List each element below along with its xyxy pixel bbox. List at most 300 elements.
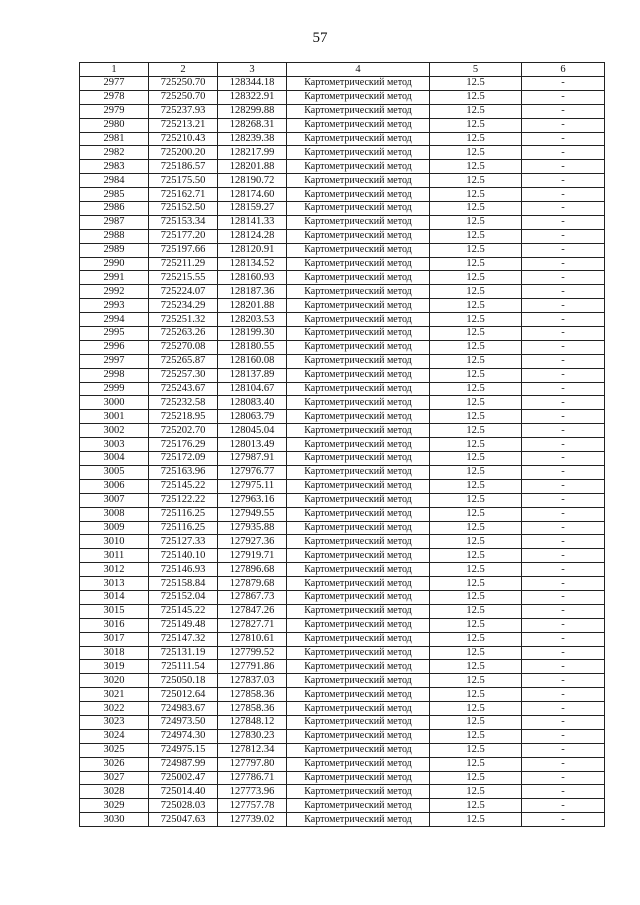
accuracy-cell: 12.5	[430, 465, 522, 479]
x-coordinate-cell: 725047.63	[149, 813, 218, 827]
x-coordinate-cell: 725250.70	[149, 90, 218, 104]
x-coordinate-cell: 724987.99	[149, 757, 218, 771]
method-cell: Картометрический метод	[287, 618, 430, 632]
method-cell: Картометрический метод	[287, 257, 430, 271]
point-number-cell: 2995	[80, 327, 149, 341]
y-coordinate-cell: 127799.52	[218, 646, 287, 660]
note-cell: -	[522, 771, 605, 785]
point-number-cell: 3002	[80, 424, 149, 438]
accuracy-cell: 12.5	[430, 271, 522, 285]
accuracy-cell: 12.5	[430, 604, 522, 618]
method-cell: Картометрический метод	[287, 702, 430, 716]
x-coordinate-cell: 725232.58	[149, 396, 218, 410]
x-coordinate-cell: 725147.32	[149, 632, 218, 646]
x-coordinate-cell: 725145.22	[149, 479, 218, 493]
method-cell: Картометрический метод	[287, 757, 430, 771]
table-row	[80, 118, 605, 132]
method-cell: Картометрический метод	[287, 382, 430, 396]
point-number-cell: 3027	[80, 771, 149, 785]
accuracy-cell: 12.5	[430, 299, 522, 313]
x-coordinate-cell: 725176.29	[149, 438, 218, 452]
accuracy-cell: 12.5	[430, 243, 522, 257]
accuracy-cell: 12.5	[430, 729, 522, 743]
y-coordinate-cell: 128239.38	[218, 132, 287, 146]
table-row	[80, 660, 605, 674]
accuracy-cell: 12.5	[430, 104, 522, 118]
y-coordinate-cell: 128013.49	[218, 438, 287, 452]
accuracy-cell: 12.5	[430, 188, 522, 202]
table-row	[80, 702, 605, 716]
point-number-cell: 2985	[80, 188, 149, 202]
accuracy-cell: 12.5	[430, 77, 522, 91]
accuracy-cell: 12.5	[430, 743, 522, 757]
point-number-cell: 3015	[80, 604, 149, 618]
table-row	[80, 479, 605, 493]
method-cell: Картометрический метод	[287, 563, 430, 577]
y-coordinate-cell: 127927.36	[218, 535, 287, 549]
y-coordinate-cell: 127963.16	[218, 493, 287, 507]
x-coordinate-cell: 725177.20	[149, 229, 218, 243]
y-coordinate-cell: 127949.55	[218, 507, 287, 521]
method-cell: Картометрический метод	[287, 202, 430, 216]
note-cell: -	[522, 313, 605, 327]
x-coordinate-cell: 725197.66	[149, 243, 218, 257]
note-cell: -	[522, 785, 605, 799]
accuracy-cell: 12.5	[430, 535, 522, 549]
x-coordinate-cell: 725215.55	[149, 271, 218, 285]
table-row	[80, 465, 605, 479]
note-cell: -	[522, 563, 605, 577]
point-number-cell: 3022	[80, 702, 149, 716]
note-cell: -	[522, 118, 605, 132]
point-number-cell: 2984	[80, 174, 149, 188]
table-header-row	[80, 63, 605, 77]
point-number-cell: 3011	[80, 549, 149, 563]
x-coordinate-cell: 725251.32	[149, 313, 218, 327]
y-coordinate-cell: 127879.68	[218, 577, 287, 591]
y-coordinate-cell: 128174.60	[218, 188, 287, 202]
note-cell: -	[522, 799, 605, 813]
note-cell: -	[522, 479, 605, 493]
method-cell: Картометрический метод	[287, 646, 430, 660]
accuracy-cell: 12.5	[430, 507, 522, 521]
accuracy-cell: 12.5	[430, 660, 522, 674]
x-coordinate-cell: 725270.08	[149, 340, 218, 354]
x-coordinate-cell: 725158.84	[149, 577, 218, 591]
method-cell: Картометрический метод	[287, 146, 430, 160]
x-coordinate-cell: 725162.71	[149, 188, 218, 202]
y-coordinate-cell: 127827.71	[218, 618, 287, 632]
x-coordinate-cell: 725265.87	[149, 354, 218, 368]
accuracy-cell: 12.5	[430, 257, 522, 271]
accuracy-cell: 12.5	[430, 174, 522, 188]
x-coordinate-cell: 725186.57	[149, 160, 218, 174]
table-row	[80, 132, 605, 146]
accuracy-cell: 12.5	[430, 702, 522, 716]
method-cell: Картометрический метод	[287, 507, 430, 521]
accuracy-cell: 12.5	[430, 313, 522, 327]
y-coordinate-cell: 127975.11	[218, 479, 287, 493]
accuracy-cell: 12.5	[430, 382, 522, 396]
table-row	[80, 382, 605, 396]
method-cell: Картометрический метод	[287, 590, 430, 604]
accuracy-cell: 12.5	[430, 396, 522, 410]
note-cell: -	[522, 368, 605, 382]
y-coordinate-cell: 127847.26	[218, 604, 287, 618]
accuracy-cell: 12.5	[430, 785, 522, 799]
method-cell: Картометрический метод	[287, 493, 430, 507]
table-row	[80, 521, 605, 535]
point-number-cell: 3021	[80, 688, 149, 702]
method-cell: Картометрический метод	[287, 715, 430, 729]
method-cell: Картометрический метод	[287, 743, 430, 757]
point-number-cell: 3014	[80, 590, 149, 604]
x-coordinate-cell: 725211.29	[149, 257, 218, 271]
point-number-cell: 3000	[80, 396, 149, 410]
method-cell: Картометрический метод	[287, 410, 430, 424]
column-header: 5	[430, 63, 522, 77]
y-coordinate-cell: 128160.93	[218, 271, 287, 285]
table-row	[80, 813, 605, 827]
x-coordinate-cell: 725145.22	[149, 604, 218, 618]
table-row	[80, 188, 605, 202]
point-number-cell: 2977	[80, 77, 149, 91]
accuracy-cell: 12.5	[430, 90, 522, 104]
y-coordinate-cell: 128063.79	[218, 410, 287, 424]
y-coordinate-cell: 128299.88	[218, 104, 287, 118]
method-cell: Картометрический метод	[287, 77, 430, 91]
table-row	[80, 771, 605, 785]
table-row	[80, 563, 605, 577]
accuracy-cell: 12.5	[430, 618, 522, 632]
x-coordinate-cell: 724973.50	[149, 715, 218, 729]
table-row	[80, 785, 605, 799]
note-cell: -	[522, 590, 605, 604]
note-cell: -	[522, 215, 605, 229]
accuracy-cell: 12.5	[430, 715, 522, 729]
point-number-cell: 3005	[80, 465, 149, 479]
accuracy-cell: 12.5	[430, 438, 522, 452]
note-cell: -	[522, 729, 605, 743]
x-coordinate-cell: 725050.18	[149, 674, 218, 688]
point-number-cell: 2980	[80, 118, 149, 132]
method-cell: Картометрический метод	[287, 90, 430, 104]
y-coordinate-cell: 127810.61	[218, 632, 287, 646]
note-cell: -	[522, 813, 605, 827]
method-cell: Картометрический метод	[287, 632, 430, 646]
y-coordinate-cell: 128160.08	[218, 354, 287, 368]
y-coordinate-cell: 128141.33	[218, 215, 287, 229]
y-coordinate-cell: 128045.04	[218, 424, 287, 438]
table-row	[80, 604, 605, 618]
note-cell: -	[522, 202, 605, 216]
x-coordinate-cell: 725163.96	[149, 465, 218, 479]
y-coordinate-cell: 127797.80	[218, 757, 287, 771]
method-cell: Картометрический метод	[287, 354, 430, 368]
x-coordinate-cell: 725250.70	[149, 77, 218, 91]
method-cell: Картометрический метод	[287, 174, 430, 188]
method-cell: Картометрический метод	[287, 243, 430, 257]
point-number-cell: 2987	[80, 215, 149, 229]
note-cell: -	[522, 452, 605, 466]
method-cell: Картометрический метод	[287, 660, 430, 674]
method-cell: Картометрический метод	[287, 299, 430, 313]
x-coordinate-cell: 725263.26	[149, 327, 218, 341]
x-coordinate-cell: 725122.22	[149, 493, 218, 507]
point-number-cell: 3006	[80, 479, 149, 493]
y-coordinate-cell: 128322.91	[218, 90, 287, 104]
y-coordinate-cell: 128180.55	[218, 340, 287, 354]
point-number-cell: 3007	[80, 493, 149, 507]
x-coordinate-cell: 725028.03	[149, 799, 218, 813]
point-number-cell: 2989	[80, 243, 149, 257]
x-coordinate-cell: 725200.20	[149, 146, 218, 160]
method-cell: Картометрический метод	[287, 438, 430, 452]
point-number-cell: 2978	[80, 90, 149, 104]
note-cell: -	[522, 465, 605, 479]
y-coordinate-cell: 128268.31	[218, 118, 287, 132]
table-row	[80, 507, 605, 521]
method-cell: Картометрический метод	[287, 132, 430, 146]
table-row	[80, 313, 605, 327]
note-cell: -	[522, 396, 605, 410]
method-cell: Картометрический метод	[287, 535, 430, 549]
accuracy-cell: 12.5	[430, 590, 522, 604]
point-number-cell: 2993	[80, 299, 149, 313]
point-number-cell: 2979	[80, 104, 149, 118]
point-number-cell: 2994	[80, 313, 149, 327]
table-row	[80, 299, 605, 313]
y-coordinate-cell: 128159.27	[218, 202, 287, 216]
column-header: 3	[218, 63, 287, 77]
y-coordinate-cell: 127987.91	[218, 452, 287, 466]
method-cell: Картометрический метод	[287, 452, 430, 466]
y-coordinate-cell: 128104.67	[218, 382, 287, 396]
accuracy-cell: 12.5	[430, 646, 522, 660]
table-row	[80, 354, 605, 368]
x-coordinate-cell: 725111.54	[149, 660, 218, 674]
accuracy-cell: 12.5	[430, 160, 522, 174]
table-row	[80, 104, 605, 118]
table-row	[80, 535, 605, 549]
accuracy-cell: 12.5	[430, 549, 522, 563]
note-cell: -	[522, 188, 605, 202]
y-coordinate-cell: 127867.73	[218, 590, 287, 604]
note-cell: -	[522, 743, 605, 757]
y-coordinate-cell: 127786.71	[218, 771, 287, 785]
table-row	[80, 493, 605, 507]
table-row	[80, 632, 605, 646]
y-coordinate-cell: 127919.71	[218, 549, 287, 563]
note-cell: -	[522, 618, 605, 632]
y-coordinate-cell: 127976.77	[218, 465, 287, 479]
y-coordinate-cell: 128134.52	[218, 257, 287, 271]
coordinates-table	[79, 62, 605, 827]
accuracy-cell: 12.5	[430, 479, 522, 493]
method-cell: Картометрический метод	[287, 104, 430, 118]
point-number-cell: 3017	[80, 632, 149, 646]
method-cell: Картометрический метод	[287, 521, 430, 535]
note-cell: -	[522, 160, 605, 174]
accuracy-cell: 12.5	[430, 799, 522, 813]
accuracy-cell: 12.5	[430, 577, 522, 591]
x-coordinate-cell: 725237.93	[149, 104, 218, 118]
accuracy-cell: 12.5	[430, 146, 522, 160]
accuracy-cell: 12.5	[430, 452, 522, 466]
note-cell: -	[522, 757, 605, 771]
point-number-cell: 3003	[80, 438, 149, 452]
method-cell: Картометрический метод	[287, 271, 430, 285]
table-row	[80, 229, 605, 243]
table-row	[80, 243, 605, 257]
point-number-cell: 3026	[80, 757, 149, 771]
accuracy-cell: 12.5	[430, 688, 522, 702]
x-coordinate-cell: 725116.25	[149, 521, 218, 535]
note-cell: -	[522, 521, 605, 535]
table-row	[80, 327, 605, 341]
point-number-cell: 3016	[80, 618, 149, 632]
note-cell: -	[522, 90, 605, 104]
table-row	[80, 396, 605, 410]
x-coordinate-cell: 724983.67	[149, 702, 218, 716]
accuracy-cell: 12.5	[430, 521, 522, 535]
accuracy-cell: 12.5	[430, 771, 522, 785]
point-number-cell: 2990	[80, 257, 149, 271]
method-cell: Картометрический метод	[287, 215, 430, 229]
x-coordinate-cell: 725234.29	[149, 299, 218, 313]
accuracy-cell: 12.5	[430, 327, 522, 341]
accuracy-cell: 12.5	[430, 424, 522, 438]
method-cell: Картометрический метод	[287, 785, 430, 799]
table-row	[80, 285, 605, 299]
point-number-cell: 3013	[80, 577, 149, 591]
point-number-cell: 2991	[80, 271, 149, 285]
note-cell: -	[522, 674, 605, 688]
point-number-cell: 3010	[80, 535, 149, 549]
accuracy-cell: 12.5	[430, 757, 522, 771]
x-coordinate-cell: 725146.93	[149, 563, 218, 577]
y-coordinate-cell: 128120.91	[218, 243, 287, 257]
x-coordinate-cell: 725257.30	[149, 368, 218, 382]
y-coordinate-cell: 127830.23	[218, 729, 287, 743]
accuracy-cell: 12.5	[430, 368, 522, 382]
y-coordinate-cell: 128124.28	[218, 229, 287, 243]
page-number: 57	[312, 30, 328, 46]
y-coordinate-cell: 128201.88	[218, 299, 287, 313]
accuracy-cell: 12.5	[430, 493, 522, 507]
accuracy-cell: 12.5	[430, 674, 522, 688]
table-row	[80, 410, 605, 424]
accuracy-cell: 12.5	[430, 563, 522, 577]
column-header: 1	[80, 63, 149, 77]
point-number-cell: 2999	[80, 382, 149, 396]
note-cell: -	[522, 715, 605, 729]
table-row	[80, 577, 605, 591]
note-cell: -	[522, 604, 605, 618]
y-coordinate-cell: 128190.72	[218, 174, 287, 188]
table-row	[80, 438, 605, 452]
note-cell: -	[522, 174, 605, 188]
note-cell: -	[522, 257, 605, 271]
note-cell: -	[522, 354, 605, 368]
y-coordinate-cell: 128203.53	[218, 313, 287, 327]
accuracy-cell: 12.5	[430, 215, 522, 229]
table-row	[80, 757, 605, 771]
accuracy-cell: 12.5	[430, 202, 522, 216]
method-cell: Картометрический метод	[287, 799, 430, 813]
method-cell: Картометрический метод	[287, 604, 430, 618]
accuracy-cell: 12.5	[430, 118, 522, 132]
point-number-cell: 3030	[80, 813, 149, 827]
method-cell: Картометрический метод	[287, 327, 430, 341]
method-cell: Картометрический метод	[287, 688, 430, 702]
note-cell: -	[522, 646, 605, 660]
method-cell: Картометрический метод	[287, 118, 430, 132]
accuracy-cell: 12.5	[430, 410, 522, 424]
y-coordinate-cell: 127739.02	[218, 813, 287, 827]
note-cell: -	[522, 688, 605, 702]
x-coordinate-cell: 725002.47	[149, 771, 218, 785]
point-number-cell: 3019	[80, 660, 149, 674]
x-coordinate-cell: 725202.70	[149, 424, 218, 438]
note-cell: -	[522, 243, 605, 257]
table-row	[80, 77, 605, 91]
note-cell: -	[522, 104, 605, 118]
x-coordinate-cell: 724974.30	[149, 729, 218, 743]
point-number-cell: 3004	[80, 452, 149, 466]
point-number-cell: 3008	[80, 507, 149, 521]
table-row	[80, 715, 605, 729]
accuracy-cell: 12.5	[430, 132, 522, 146]
table-row	[80, 368, 605, 382]
column-header: 2	[149, 63, 218, 77]
table-body	[80, 77, 605, 827]
note-cell: -	[522, 271, 605, 285]
table-row	[80, 799, 605, 813]
x-coordinate-cell: 725172.09	[149, 452, 218, 466]
table-row	[80, 271, 605, 285]
x-coordinate-cell: 725152.04	[149, 590, 218, 604]
method-cell: Картометрический метод	[287, 465, 430, 479]
x-coordinate-cell: 725175.50	[149, 174, 218, 188]
table-row	[80, 674, 605, 688]
y-coordinate-cell: 128217.99	[218, 146, 287, 160]
table-row	[80, 146, 605, 160]
method-cell: Картометрический метод	[287, 729, 430, 743]
point-number-cell: 2981	[80, 132, 149, 146]
point-number-cell: 3029	[80, 799, 149, 813]
y-coordinate-cell: 128187.36	[218, 285, 287, 299]
point-number-cell: 3023	[80, 715, 149, 729]
x-coordinate-cell: 725149.48	[149, 618, 218, 632]
y-coordinate-cell: 127848.12	[218, 715, 287, 729]
method-cell: Картометрический метод	[287, 577, 430, 591]
x-coordinate-cell: 725131.19	[149, 646, 218, 660]
point-number-cell: 2997	[80, 354, 149, 368]
accuracy-cell: 12.5	[430, 813, 522, 827]
accuracy-cell: 12.5	[430, 340, 522, 354]
x-coordinate-cell: 725210.43	[149, 132, 218, 146]
note-cell: -	[522, 424, 605, 438]
note-cell: -	[522, 577, 605, 591]
x-coordinate-cell: 725224.07	[149, 285, 218, 299]
point-number-cell: 3024	[80, 729, 149, 743]
table-row	[80, 202, 605, 216]
y-coordinate-cell: 128344.18	[218, 77, 287, 91]
note-cell: -	[522, 632, 605, 646]
point-number-cell: 3028	[80, 785, 149, 799]
method-cell: Картометрический метод	[287, 368, 430, 382]
